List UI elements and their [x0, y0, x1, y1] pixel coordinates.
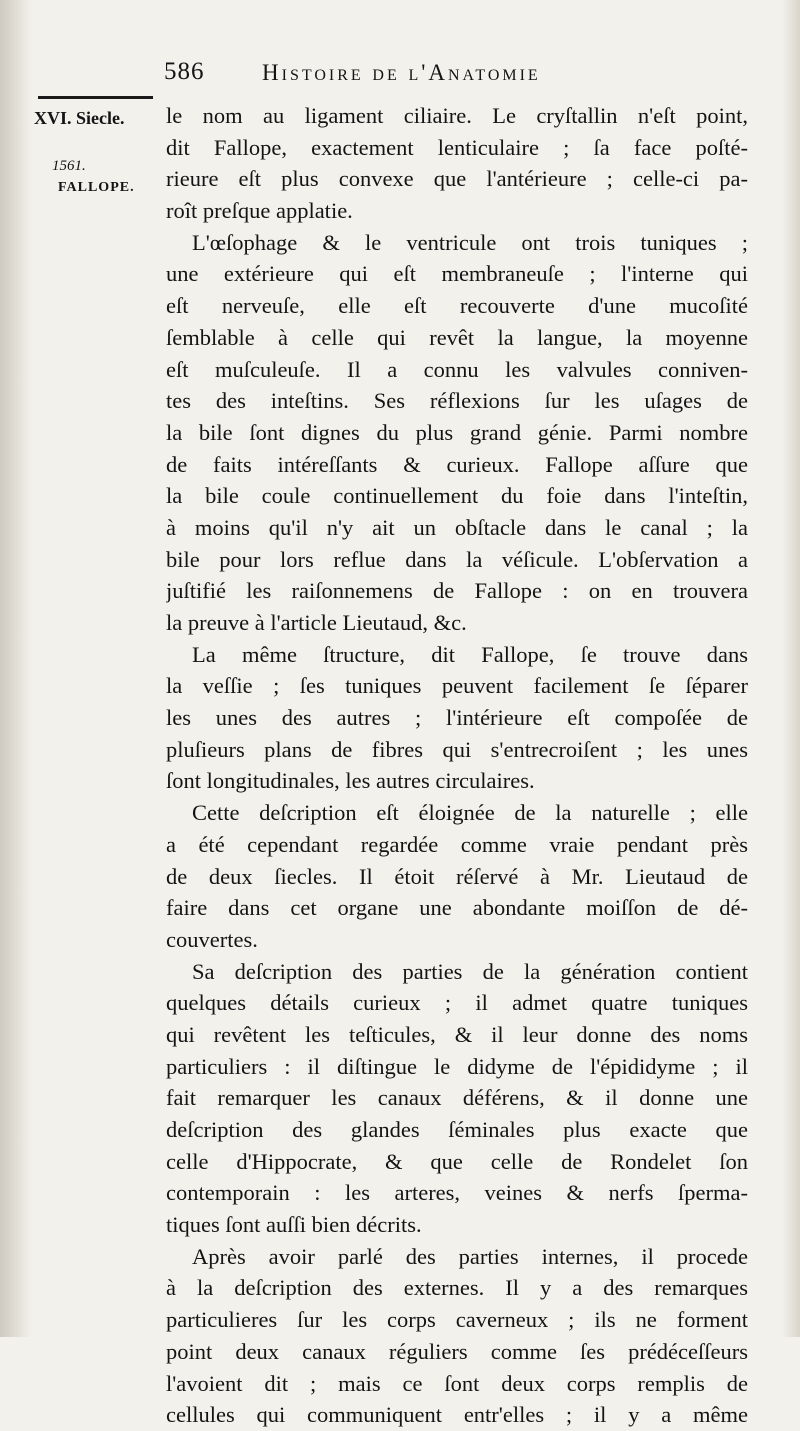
text-line: la preuve à l'article Lieutaud, &c.	[166, 610, 467, 635]
body-text	[166, 100, 748, 1431]
text-line: à moins qu'il n'y ait un obſtacle dans le canal ; la	[166, 514, 748, 540]
text-line: La même ſtructure, dit Fallope, ſe trouve dans	[192, 641, 748, 667]
margin-author: FALLOPE.	[58, 180, 135, 195]
text-line: dit Fallope, exactement lenticulaire ; ſa face poſté-	[166, 134, 748, 160]
margin-year: 1561.	[52, 158, 86, 174]
text-line: tiques ſont auſſi bien décrits.	[166, 1212, 422, 1238]
text-line: fait remarquer les canaux déférens, & il donne une	[166, 1085, 748, 1111]
text-line: bile pour lors reflue dans la véſicule. L'obſervation a	[166, 546, 748, 572]
running-title: Histoire de l'Anatomie	[262, 60, 541, 85]
page-number: 586	[164, 58, 205, 85]
text-line: ſemblable à celle qui revêt la langue, la moyenne	[166, 324, 748, 350]
text-line: celle d'Hippocrate, & que celle de Rondelet ſon	[166, 1148, 748, 1174]
text-line: Après avoir parlé des parties internes, il procede	[192, 1243, 748, 1269]
text-line: la bile ſont dignes du plus grand génie. Parmi nombre	[166, 419, 748, 445]
text-line: l'avoient dit ; mais ce ſont deux corps remplis de	[166, 1370, 748, 1396]
text-line: le nom au ligament ciliaire. Le cryſtallin n'eſt point,	[166, 103, 748, 128]
text-line: eſt nerveuſe, elle eſt recouverte d'une mucoſité	[166, 293, 748, 319]
text-line: particulieres ſur les corps caverneux ; ils ne forment	[166, 1307, 748, 1333]
text-line: la veſſie ; ſes tuniques peuvent facilement ſe ſéparer	[166, 673, 748, 699]
text-line: la bile coule continuellement du foie dans l'inteſtin,	[166, 483, 748, 509]
text-line: de faits intéreſſants & curieux. Fallope aſſure que	[166, 451, 748, 477]
page-edge-shadow	[782, 0, 800, 1337]
text-line: a été cependant regardée comme vraie pendant près	[166, 831, 748, 857]
margin-rule	[38, 96, 153, 99]
text-line: contemporain : les arteres, veines & nerfs ſperma-	[166, 1180, 748, 1206]
text-line: rieure eſt plus convexe que l'antérieure ; celle-ci pa-	[166, 166, 748, 192]
margin-century: XVI. Siecle.	[34, 108, 125, 128]
text-line: couvertes.	[166, 926, 258, 952]
text-line: faire dans cet organe une abondante moiſſon de dé-	[166, 895, 748, 921]
text-line: eſt muſculeuſe. Il a connu les valvules conniven-	[166, 356, 748, 382]
text-line: juſtifié les raiſonnemens de Fallope : on en trouvera	[166, 578, 748, 604]
text-line: une extérieure qui eſt membraneuſe ; l'interne qui	[166, 261, 748, 287]
text-line: particuliers : il diſtingue le didyme de l'épididyme ; il	[166, 1053, 748, 1079]
text-line: ſont longitudinales, les autres circulaires.	[166, 768, 535, 794]
text-line: deſcription des glandes ſéminales plus exacte que	[166, 1117, 748, 1142]
text-line: à la deſcription des externes. Il y a des remarques	[166, 1275, 748, 1301]
text-line: de deux ſiecles. Il étoit réſervé à Mr. Lieutaud de	[166, 863, 748, 889]
text-line: Cette deſcription eſt éloignée de la naturelle ; elle	[192, 800, 748, 826]
text-line: les unes des autres ; l'intérieure eſt compoſée de	[166, 705, 748, 731]
text-line: cellules qui communiquent entr'elles ; il y a même	[166, 1402, 748, 1428]
text-line: pluſieurs plans de fibres qui s'entrecroiſent ; les unes	[166, 736, 748, 762]
text-line: Sa deſcription des parties de la génération contient	[192, 958, 748, 984]
text-line: point deux canaux réguliers comme ſes prédéceſſeurs	[166, 1338, 748, 1364]
text-line: qui revêtent les teſticules, & il leur donne des noms	[166, 1021, 748, 1047]
text-line: quelques détails curieux ; il admet quatre tuniques	[166, 990, 748, 1016]
text-line: L'œſophage & le ventricule ont trois tuniques ;	[192, 229, 748, 255]
text-line: tes des inteſtins. Ses réflexions ſur les uſages de	[166, 388, 748, 414]
gutter-shadow	[0, 0, 32, 1337]
running-header	[160, 58, 680, 98]
text-line: roît preſque applatie.	[166, 198, 353, 224]
